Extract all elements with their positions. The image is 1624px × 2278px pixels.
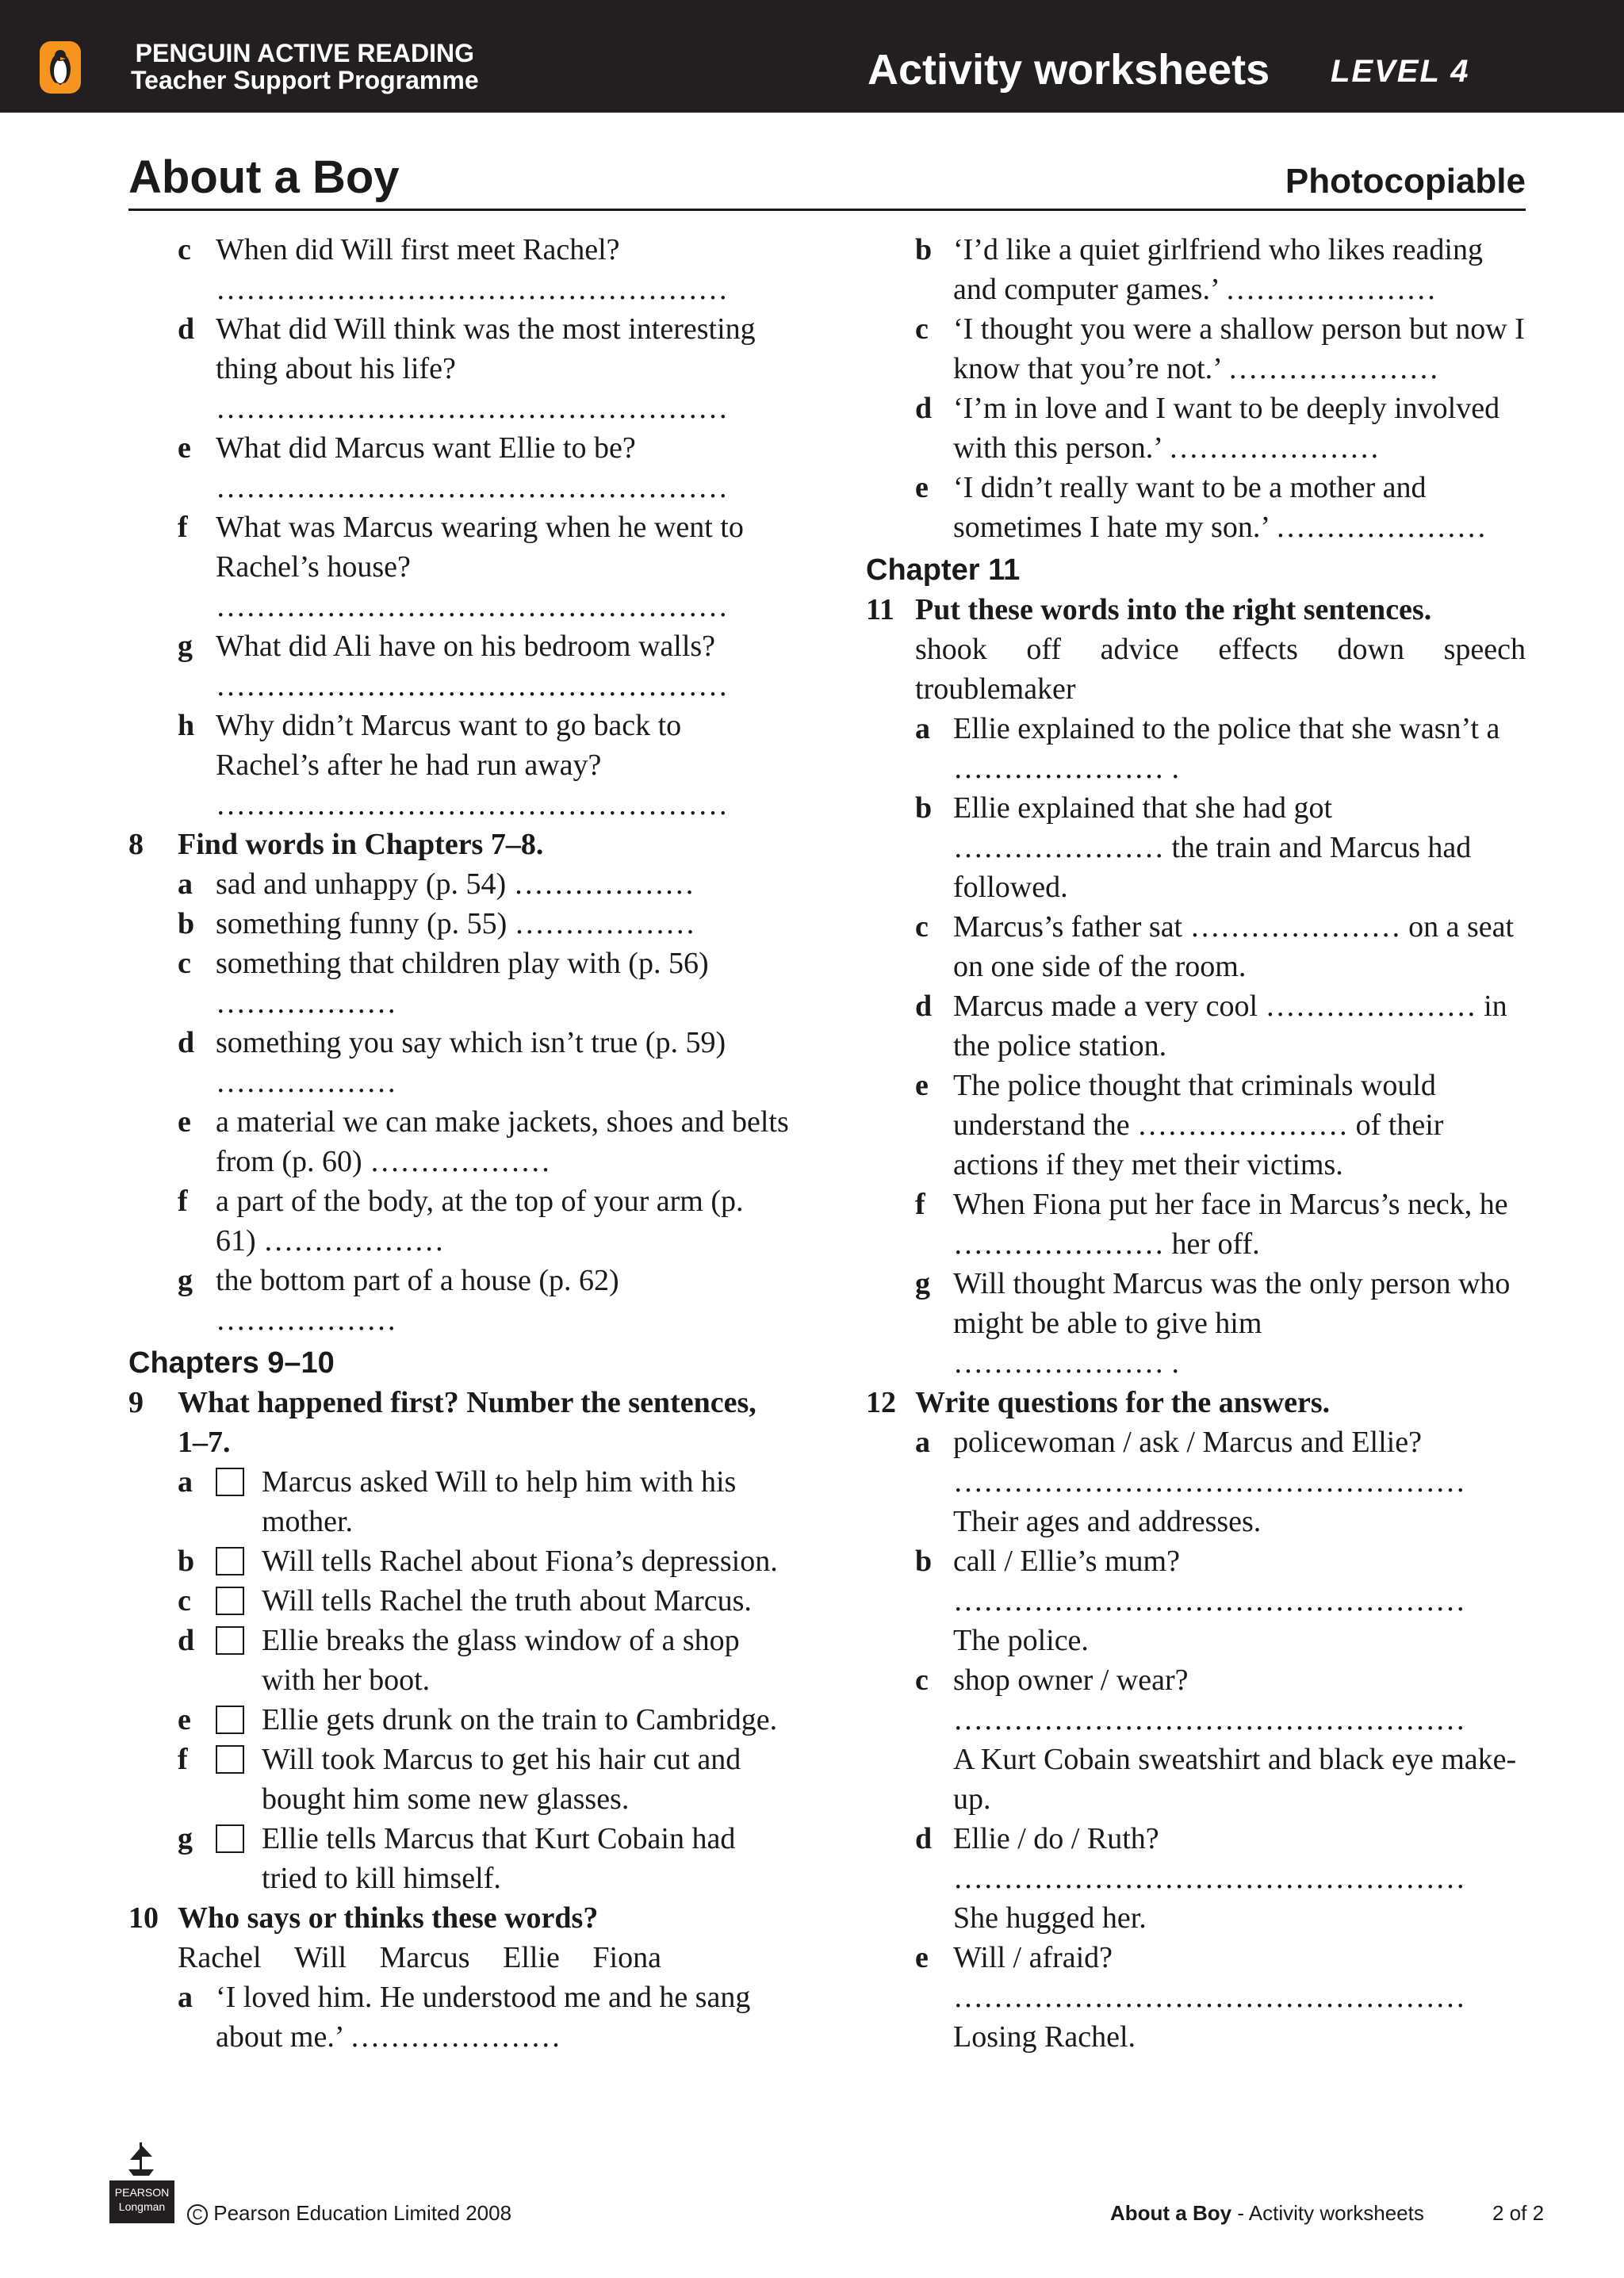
q11-word: down [1337,633,1404,666]
left-column [128,230,791,2057]
q7g-text: What did Ali have on his bedroom walls? [216,630,716,663]
header-bar [0,0,1624,113]
q8d-answer-line[interactable]: ……………… [216,1066,396,1099]
q12b-answer-line[interactable]: …………………………………………… [953,1584,1465,1618]
q11g-blank[interactable]: ………………… [953,1346,1164,1380]
q9a-checkbox[interactable] [216,1468,244,1496]
q10-word: Fiona [592,1941,661,1974]
q9b-checkbox[interactable] [216,1547,244,1575]
q9c-checkbox[interactable] [216,1587,244,1615]
q11d: d Marcus made a very cool ………………… in the police station. [915,990,1507,1062]
q11b-blank[interactable]: ………………… [953,831,1164,864]
q11-word: shook [915,633,987,666]
q8g: g the bottom part of a house (p. 62) ……………… [178,1261,791,1340]
q7c-text: When did Will first meet Rachel? [216,233,620,266]
publisher-logo: PEARSON Longman [109,2180,174,2223]
brand-name [131,40,479,94]
q11a: a Ellie explained to the police that she wasn’t a ………………… . [915,712,1500,785]
q10c-answer-line[interactable]: ………………… [1228,352,1439,385]
q12a-answer-line[interactable]: …………………………………………… [953,1465,1465,1499]
q7d: d What did Will think was the most interesting thing about his life? …………………………………………… [178,309,791,428]
q9d: d Ellie breaks the glass window of a shop with her boot. [178,1624,740,1697]
q8c: c something that children play with (p. 56) ……………… [178,944,791,1023]
q11b: b Ellie explained that she had got ………………… the train and Marcus had followed. [915,791,1472,904]
q11f: f When Fiona put her face in Marcus’s neck, he ………………… her off. [915,1188,1508,1261]
q10d: d ‘I’m in love and I want to be deeply involved with this person.’ ………………… [915,392,1500,465]
q10-heading: 10 Who says or thinks these words? [128,1901,599,1935]
q8a: a sad and unhappy (p. 54) ……………… [178,867,695,901]
q7f-answer-line[interactable]: …………………………………………… [216,590,728,623]
q7e: e What did Marcus want Ellie to be? …………………………………………… [178,428,791,507]
q12e-answer-line[interactable]: …………………………………………… [953,1981,1465,2014]
right-column [866,230,1526,2057]
q11-word: advice [1100,633,1179,666]
q11c-blank[interactable]: ………………… [1189,910,1401,944]
q7h-text: Why didn’t Marcus want to go back to Rachel’s after he had run away? [216,709,682,782]
q10-word: Rachel [178,1941,262,1974]
q10-word: Will [294,1941,347,1974]
q10c: c ‘I thought you were a shallow person but now I know that you’re not.’ ………………… [915,312,1525,385]
brand-line-1: PENGUIN ACTIVE READING [135,39,474,67]
q12-heading: 12 Write questions for the answers. [866,1386,1331,1419]
q8-heading: 8 Find words in Chapters 7–8. [128,828,544,861]
q7d-text: What did Will think was the most interesting thing about his life? [216,312,756,385]
q11-word-list [915,630,1526,709]
q8b-answer-line[interactable]: ……………… [514,907,695,940]
q10d-answer-line[interactable]: ………………… [1168,431,1380,465]
q12c: c shop owner / wear? …………………………………………… A Kurt Cobain sweatshirt and black eye make-up. [915,1660,1526,1819]
q9a: a Marcus asked Will to help him with his mother. [178,1465,737,1538]
q8e: e a material we can make jackets, shoes and belts from (p. 60) ……………… [178,1105,789,1178]
q10-word-list [178,1938,661,1977]
q10e-answer-line[interactable]: ………………… [1275,511,1487,544]
q10-word: Ellie [503,1941,560,1974]
q10a-answer-line[interactable]: ………………… [350,2020,561,2054]
photocopiable-label: Photocopiable [1285,162,1526,201]
q7h: h Why didn’t Marcus want to go back to Rachel’s after he had run away? …………………………………………… [178,706,791,825]
footer-book-ref: About a Boy - Activity worksheets [1110,2201,1424,2225]
footer [0,2125,1624,2228]
chapter-heading-11: Chapter 11 [866,553,1021,587]
q12c-answer-line[interactable]: …………………………………………… [953,1703,1465,1736]
copyright-icon: C [187,2204,208,2225]
q11g: g Will thought Marcus was the only person who might be able to give him ………………… . [915,1267,1511,1380]
title-divider [128,209,1526,211]
q8g-answer-line[interactable]: ……………… [216,1304,396,1337]
q9b: b Will tells Rachel about Fiona’s depression. [178,1545,778,1578]
q11-word: off [1026,633,1062,666]
q8b: b something funny (p. 55) ……………… [178,907,695,940]
q7h-answer-line[interactable]: …………………………………………… [216,788,728,821]
page-number: 2 of 2 [1492,2201,1545,2225]
q7g: g What did Ali have on his bedroom walls? …………………………………………… [178,626,791,706]
brand-line-2: Teacher Support Programme [131,66,479,94]
q12a: a policewoman / ask / Marcus and Ellie? …………………………………………… Their ages and addresses. [915,1422,1526,1541]
penguin-logo-icon [40,41,81,94]
q11f-blank[interactable]: ………………… [953,1227,1164,1261]
q10b-answer-line[interactable]: ………………… [1225,273,1437,306]
q9d-checkbox[interactable] [216,1626,244,1655]
q12d: d Ellie / do / Ruth? …………………………………………… She hugged her. [915,1819,1526,1938]
q12b: b call / Ellie’s mum? …………………………………………… The police. [915,1541,1526,1660]
q11-word: effects [1218,633,1298,666]
chapter-heading-9-10: Chapters 9–10 [128,1346,335,1380]
q11e: e The police thought that criminals would understand the ………………… of their actions if they met their victims. [915,1069,1444,1181]
q8f-answer-line[interactable]: ……………… [263,1224,445,1258]
q9e-checkbox[interactable] [216,1706,244,1734]
pearson-ship-icon [125,2139,157,2179]
q8c-answer-line[interactable]: ……………… [216,986,396,1020]
q11d-blank[interactable]: ………………… [1265,990,1477,1023]
q10b: b ‘I’d like a quiet girlfriend who likes reading and computer games.’ ………………… [915,233,1483,306]
q11-heading: 11 Put these words into the right sentences. [866,593,1432,626]
q7f: f What was Marcus wearing when he went to Rachel’s house? …………………………………………… [178,507,791,626]
q12e: e Will / afraid? …………………………………………… Losing Rachel. [915,1938,1526,2057]
q11-word: troublemaker [915,672,1076,706]
q9c: c Will tells Rachel the truth about Marcus. [178,1584,752,1618]
q8a-answer-line[interactable]: ……………… [513,867,695,901]
q8e-answer-line[interactable]: ……………… [370,1145,551,1178]
q7e-text: What did Marcus want Ellie to be? [216,431,636,465]
q7c: c When did Will first meet Rachel? …………………………………………… [178,230,791,309]
q9e: e Ellie gets drunk on the train to Cambridge. [178,1703,778,1736]
q7f-text: What was Marcus wearing when he went to Rachel’s house? [216,511,744,584]
q9g: g Ellie tells Marcus that Kurt Cobain had tried to kill himself. [178,1822,736,1895]
q7d-answer-line[interactable]: …………………………………………… [216,392,728,425]
book-title: About a Boy [128,151,400,203]
q10a: a ‘I loved him. He understood me and he sang about me.’ ………………… [178,1981,751,2054]
q11e-blank[interactable]: ………………… [1137,1108,1349,1142]
q9f-checkbox[interactable] [216,1745,244,1774]
q9g-checkbox[interactable] [216,1824,244,1853]
copyright-notice: C Pearson Education Limited 2008 [187,2201,511,2226]
q11a-blank[interactable]: ………………… [953,752,1164,785]
q10e: e ‘I didn’t really want to be a mother and sometimes I hate my son.’ ………………… [915,471,1487,544]
q9f: f Will took Marcus to get his hair cut and bought him some new glasses. [178,1743,741,1816]
worksheet-title: Activity worksheets [868,46,1270,94]
q7e-answer-line[interactable]: …………………………………………… [216,471,728,504]
q11-word: speech [1443,633,1526,666]
q10-word: Marcus [379,1941,470,1974]
q11c: c Marcus’s father sat ………………… on a seat on one side of the room. [915,910,1515,983]
level-label: LEVEL 4 [1331,54,1470,89]
q8d: d something you say which isn’t true (p. 59) ……………… [178,1023,791,1102]
q9-heading: 9 What happened first? Number the sentences, 1–7. [128,1386,756,1459]
q7c-answer-line[interactable]: …………………………………………… [216,273,728,306]
q7g-answer-line[interactable]: …………………………………………… [216,669,728,703]
q12d-answer-line[interactable]: …………………………………………… [953,1862,1465,1895]
q8f: f a part of the body, at the top of your arm (p. 61) ……………… [178,1185,744,1258]
